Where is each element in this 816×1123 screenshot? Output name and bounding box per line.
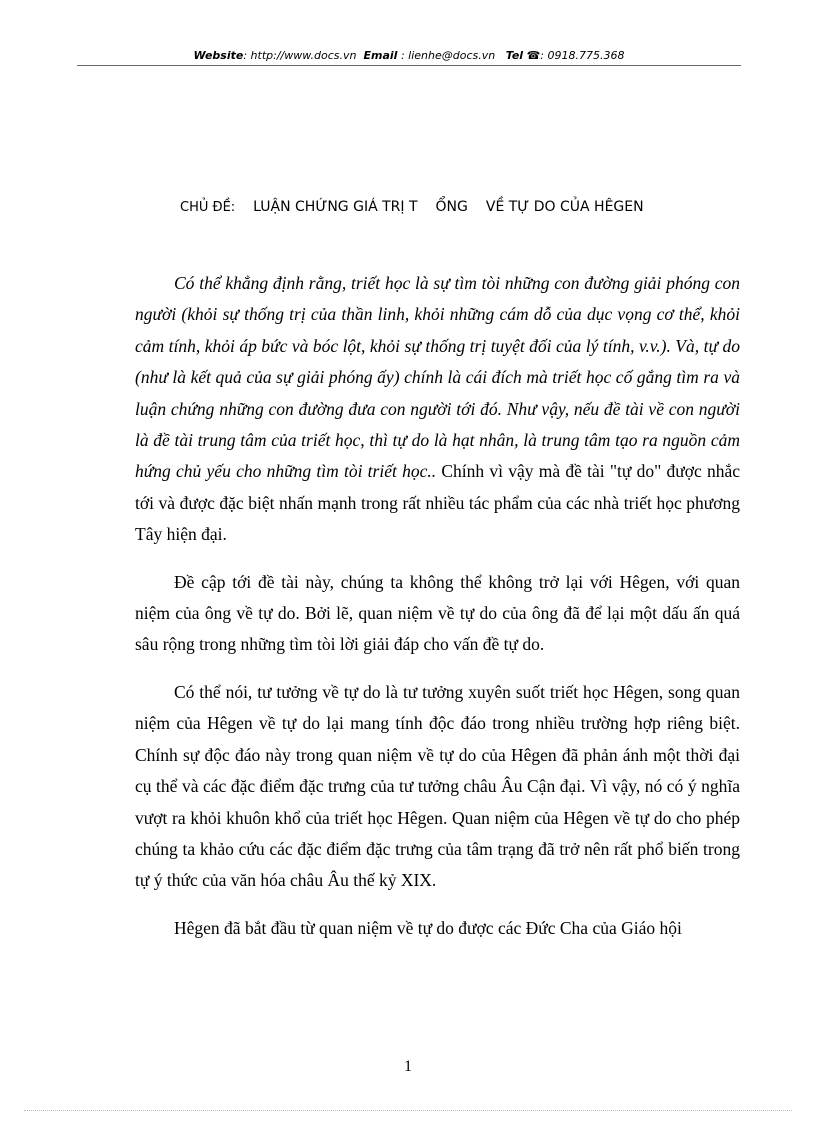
title-part-3: VỀ TỰ DO CỦA HÊGEN — [485, 199, 644, 215]
document-title — [180, 197, 740, 218]
email-label: Email — [363, 49, 398, 62]
paragraph-3: Có thể nói, tư tưởng về tự do là tư tưởng xuyên suốt triết học Hêgen, song quan niệm của Hêgen về tự do lại mang tính độc đáo trong nhiều trường hợp riêng biệt. Chính sự độc đáo này trong quan niệm về tự do của Hêgen đã phản ánh một thời đại cụ thể và các đặc điểm đặc trưng của tư tưởng châu Âu Cận đại. Vì vậy, nó có ý nghĩa vượt ra khỏi khuôn khổ của triết học Hêgen. Quan niệm của Hêgen về tự do cho phép chúng ta khảo cứu các đặc điểm đặc trưng của tâm trạng đã trở nên rất phổ biến trong tự ý thức của văn hóa châu Âu thế kỷ XIX. — [135, 681, 740, 891]
paragraph-4: Hêgen đã bắt đầu từ quan niệm về tự do được các Đức Cha của Giáo hội — [174, 917, 682, 938]
page-bottom-border — [24, 1110, 792, 1111]
tel-value: : 0918.775.368 — [540, 49, 625, 62]
website-value: : http://www.docs.vn — [243, 49, 357, 62]
page-number: 1 — [404, 1058, 412, 1075]
website-label: Website — [193, 49, 244, 62]
paragraph-1-italic: Có thể khẳng định rằng, triết học là sự tìm tòi những con đường giải phóng con người (khỏi sự thống trị của thần linh, khỏi những cám dỗ của dục vọng cơ thể, khỏi cảm tính, khỏi áp bức và bóc lột, khỏi sự thống trị tuyệt đối của lý tính, v.v.). Và, tự do (như là kết quả của sự giải phóng ấy) chính là cái đích mà triết học cố gắng tìm ra và luận chứng những con đường đưa con người tới đó. Như vậy, nếu đề tài về con người là đề tài trung tâm của triết học, thì tự do là hạt nhân, là trung tâm tạo ra nguồn cảm hứng chủ yếu cho những tìm tòi triết học.. — [135, 273, 740, 482]
title-part-1: LUẬN CHỨNG GIÁ TRỊ T — [253, 199, 418, 215]
header-divider — [77, 65, 741, 66]
paragraph-1 — [135, 268, 740, 551]
paragraph-1-normal: Chính vì vậy mà đề tài "tự do" được nhắc tới và được đặc biệt nhấn mạnh trong rất nhiều tác phẩm của các nhà triết học phương Tây hiện đại. — [135, 461, 740, 545]
title-label: CHỦ ĐỀ: — [180, 200, 236, 215]
title-part-2: ỔNG — [435, 199, 468, 215]
page-header — [77, 48, 741, 64]
phone-icon: ☎ — [526, 49, 541, 62]
tel-label: Tel — [505, 49, 524, 62]
document-body — [135, 268, 740, 944]
paragraph-2: Đề cập tới đề tài này, chúng ta không thể không trở lại với Hêgen, với quan niệm của ông về tự do. Bởi lẽ, quan niệm về tự do của ông đã để lại một dấu ấn quá sâu rộng trong những tìm tòi lời giải đáp cho vấn đề tự do. — [135, 571, 740, 655]
email-value: : lienhe@docs.vn — [397, 49, 496, 62]
